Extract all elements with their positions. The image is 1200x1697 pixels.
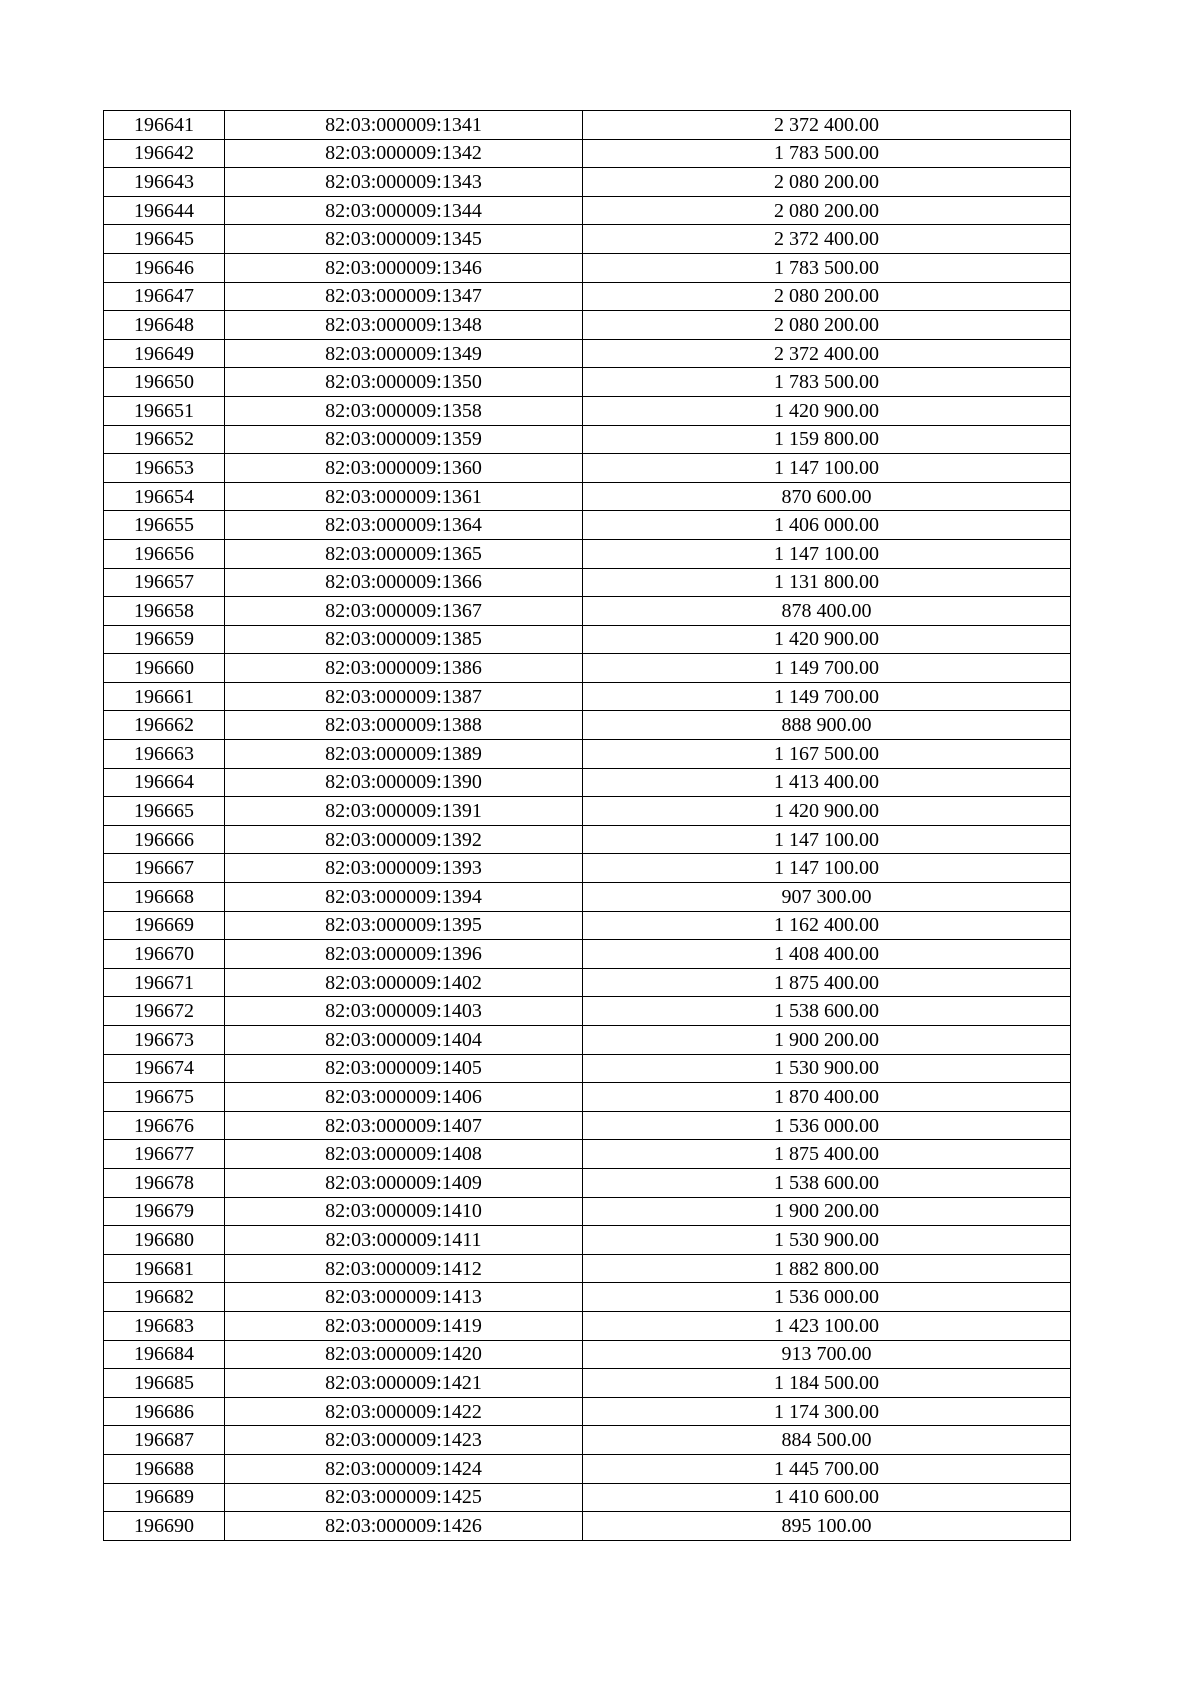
cadastral-value-cell: 1 882 800.00 bbox=[583, 1254, 1071, 1283]
table-row bbox=[104, 625, 1071, 654]
cadastral-number-cell: 82:03:000009:1421 bbox=[225, 1369, 583, 1398]
row-number-cell: 196682 bbox=[104, 1283, 225, 1312]
table-body bbox=[104, 111, 1071, 1541]
cadastral-value-cell: 1 870 400.00 bbox=[583, 1083, 1071, 1112]
cadastral-value-cell: 1 167 500.00 bbox=[583, 740, 1071, 769]
row-number-cell: 196655 bbox=[104, 511, 225, 540]
cadastral-value-cell: 1 420 900.00 bbox=[583, 625, 1071, 654]
cadastral-number-cell: 82:03:000009:1423 bbox=[225, 1426, 583, 1455]
cadastral-number-cell: 82:03:000009:1367 bbox=[225, 597, 583, 626]
table-row bbox=[104, 196, 1071, 225]
cadastral-number-cell: 82:03:000009:1391 bbox=[225, 797, 583, 826]
table-row bbox=[104, 740, 1071, 769]
row-number-cell: 196647 bbox=[104, 282, 225, 311]
row-number-cell: 196658 bbox=[104, 597, 225, 626]
row-number-cell: 196668 bbox=[104, 883, 225, 912]
cadastral-number-cell: 82:03:000009:1419 bbox=[225, 1311, 583, 1340]
cadastral-value-cell: 1 159 800.00 bbox=[583, 425, 1071, 454]
cadastral-number-cell: 82:03:000009:1402 bbox=[225, 968, 583, 997]
cadastral-value-cell: 1 420 900.00 bbox=[583, 797, 1071, 826]
cadastral-number-cell: 82:03:000009:1395 bbox=[225, 911, 583, 940]
row-number-cell: 196646 bbox=[104, 253, 225, 282]
row-number-cell: 196659 bbox=[104, 625, 225, 654]
cadastral-value-cell: 2 080 200.00 bbox=[583, 311, 1071, 340]
cadastral-number-cell: 82:03:000009:1392 bbox=[225, 825, 583, 854]
cadastral-value-cell: 1 184 500.00 bbox=[583, 1369, 1071, 1398]
row-number-cell: 196662 bbox=[104, 711, 225, 740]
table-row bbox=[104, 825, 1071, 854]
cadastral-value-cell: 1 900 200.00 bbox=[583, 1197, 1071, 1226]
cadastral-number-cell: 82:03:000009:1406 bbox=[225, 1083, 583, 1112]
table-row bbox=[104, 997, 1071, 1026]
row-number-cell: 196651 bbox=[104, 396, 225, 425]
table-row bbox=[104, 1426, 1071, 1455]
cadastral-value-cell: 888 900.00 bbox=[583, 711, 1071, 740]
row-number-cell: 196673 bbox=[104, 1026, 225, 1055]
cadastral-number-cell: 82:03:000009:1390 bbox=[225, 768, 583, 797]
table-row bbox=[104, 1054, 1071, 1083]
cadastral-value-cell: 1 149 700.00 bbox=[583, 682, 1071, 711]
cadastral-value-cell: 2 080 200.00 bbox=[583, 282, 1071, 311]
cadastral-number-cell: 82:03:000009:1387 bbox=[225, 682, 583, 711]
row-number-cell: 196644 bbox=[104, 196, 225, 225]
table-row bbox=[104, 711, 1071, 740]
cadastral-number-cell: 82:03:000009:1411 bbox=[225, 1226, 583, 1255]
row-number-cell: 196656 bbox=[104, 539, 225, 568]
cadastral-number-cell: 82:03:000009:1342 bbox=[225, 139, 583, 168]
row-number-cell: 196679 bbox=[104, 1197, 225, 1226]
cadastral-number-cell: 82:03:000009:1405 bbox=[225, 1054, 583, 1083]
row-number-cell: 196653 bbox=[104, 454, 225, 483]
cadastral-number-cell: 82:03:000009:1346 bbox=[225, 253, 583, 282]
cadastral-number-cell: 82:03:000009:1386 bbox=[225, 654, 583, 683]
cadastral-value-cell: 2 372 400.00 bbox=[583, 225, 1071, 254]
cadastral-value-cell: 1 900 200.00 bbox=[583, 1026, 1071, 1055]
row-number-cell: 196657 bbox=[104, 568, 225, 597]
row-number-cell: 196684 bbox=[104, 1340, 225, 1369]
table-row bbox=[104, 425, 1071, 454]
cadastral-number-cell: 82:03:000009:1426 bbox=[225, 1512, 583, 1541]
cadastral-value-cell: 1 783 500.00 bbox=[583, 139, 1071, 168]
cadastral-number-cell: 82:03:000009:1345 bbox=[225, 225, 583, 254]
table-row bbox=[104, 597, 1071, 626]
cadastral-value-cell: 1 530 900.00 bbox=[583, 1226, 1071, 1255]
cadastral-number-cell: 82:03:000009:1420 bbox=[225, 1340, 583, 1369]
row-number-cell: 196645 bbox=[104, 225, 225, 254]
table-row bbox=[104, 1226, 1071, 1255]
cadastral-value-cell: 1 420 900.00 bbox=[583, 396, 1071, 425]
cadastral-value-cell: 1 875 400.00 bbox=[583, 968, 1071, 997]
table-row bbox=[104, 1111, 1071, 1140]
cadastral-number-cell: 82:03:000009:1409 bbox=[225, 1168, 583, 1197]
row-number-cell: 196652 bbox=[104, 425, 225, 454]
table-row bbox=[104, 1311, 1071, 1340]
cadastral-value-cell: 1 410 600.00 bbox=[583, 1483, 1071, 1512]
table-row bbox=[104, 911, 1071, 940]
cadastral-number-cell: 82:03:000009:1410 bbox=[225, 1197, 583, 1226]
cadastral-number-cell: 82:03:000009:1425 bbox=[225, 1483, 583, 1512]
cadastral-value-cell: 870 600.00 bbox=[583, 482, 1071, 511]
row-number-cell: 196671 bbox=[104, 968, 225, 997]
row-number-cell: 196678 bbox=[104, 1168, 225, 1197]
cadastral-value-cell: 1 538 600.00 bbox=[583, 997, 1071, 1026]
cadastral-number-cell: 82:03:000009:1407 bbox=[225, 1111, 583, 1140]
cadastral-value-cell: 1 783 500.00 bbox=[583, 368, 1071, 397]
table-row bbox=[104, 1283, 1071, 1312]
cadastral-value-cell: 1 875 400.00 bbox=[583, 1140, 1071, 1169]
cadastral-number-cell: 82:03:000009:1424 bbox=[225, 1454, 583, 1483]
table-row bbox=[104, 253, 1071, 282]
cadastral-number-cell: 82:03:000009:1359 bbox=[225, 425, 583, 454]
row-number-cell: 196680 bbox=[104, 1226, 225, 1255]
table-row bbox=[104, 368, 1071, 397]
table-row bbox=[104, 1397, 1071, 1426]
table-row bbox=[104, 568, 1071, 597]
row-number-cell: 196685 bbox=[104, 1369, 225, 1398]
cadastral-value-cell: 884 500.00 bbox=[583, 1426, 1071, 1455]
table-row bbox=[104, 282, 1071, 311]
cadastral-number-cell: 82:03:000009:1396 bbox=[225, 940, 583, 969]
cadastral-number-cell: 82:03:000009:1358 bbox=[225, 396, 583, 425]
cadastral-value-cell: 1 536 000.00 bbox=[583, 1283, 1071, 1312]
cadastral-value-cell: 1 149 700.00 bbox=[583, 654, 1071, 683]
cadastral-number-cell: 82:03:000009:1350 bbox=[225, 368, 583, 397]
cadastral-value-cell: 1 408 400.00 bbox=[583, 940, 1071, 969]
row-number-cell: 196641 bbox=[104, 111, 225, 140]
cadastral-number-cell: 82:03:000009:1366 bbox=[225, 568, 583, 597]
row-number-cell: 196669 bbox=[104, 911, 225, 940]
row-number-cell: 196683 bbox=[104, 1311, 225, 1340]
cadastral-value-cell: 2 372 400.00 bbox=[583, 111, 1071, 140]
row-number-cell: 196687 bbox=[104, 1426, 225, 1455]
cadastral-number-cell: 82:03:000009:1394 bbox=[225, 883, 583, 912]
cadastral-number-cell: 82:03:000009:1360 bbox=[225, 454, 583, 483]
table-row bbox=[104, 682, 1071, 711]
table-row bbox=[104, 854, 1071, 883]
row-number-cell: 196675 bbox=[104, 1083, 225, 1112]
table-row bbox=[104, 1454, 1071, 1483]
cadastral-number-cell: 82:03:000009:1347 bbox=[225, 282, 583, 311]
cadastral-value-cell: 878 400.00 bbox=[583, 597, 1071, 626]
cadastral-value-table bbox=[103, 110, 1071, 1541]
table-row bbox=[104, 883, 1071, 912]
cadastral-number-cell: 82:03:000009:1341 bbox=[225, 111, 583, 140]
cadastral-number-cell: 82:03:000009:1403 bbox=[225, 997, 583, 1026]
table-row bbox=[104, 768, 1071, 797]
cadastral-number-cell: 82:03:000009:1404 bbox=[225, 1026, 583, 1055]
cadastral-number-cell: 82:03:000009:1361 bbox=[225, 482, 583, 511]
row-number-cell: 196688 bbox=[104, 1454, 225, 1483]
row-number-cell: 196686 bbox=[104, 1397, 225, 1426]
cadastral-value-cell: 1 423 100.00 bbox=[583, 1311, 1071, 1340]
cadastral-number-cell: 82:03:000009:1422 bbox=[225, 1397, 583, 1426]
table-row bbox=[104, 482, 1071, 511]
table-row bbox=[104, 1197, 1071, 1226]
cadastral-value-cell: 1 783 500.00 bbox=[583, 253, 1071, 282]
row-number-cell: 196689 bbox=[104, 1483, 225, 1512]
table-row bbox=[104, 1369, 1071, 1398]
row-number-cell: 196666 bbox=[104, 825, 225, 854]
table-row bbox=[104, 1512, 1071, 1541]
table-row bbox=[104, 111, 1071, 140]
cadastral-value-cell: 1 147 100.00 bbox=[583, 825, 1071, 854]
cadastral-value-cell: 913 700.00 bbox=[583, 1340, 1071, 1369]
table-row bbox=[104, 1168, 1071, 1197]
table-row bbox=[104, 1340, 1071, 1369]
cadastral-number-cell: 82:03:000009:1412 bbox=[225, 1254, 583, 1283]
table-row bbox=[104, 940, 1071, 969]
row-number-cell: 196650 bbox=[104, 368, 225, 397]
table-row bbox=[104, 1083, 1071, 1112]
table-row bbox=[104, 654, 1071, 683]
row-number-cell: 196676 bbox=[104, 1111, 225, 1140]
cadastral-number-cell: 82:03:000009:1343 bbox=[225, 168, 583, 197]
row-number-cell: 196677 bbox=[104, 1140, 225, 1169]
row-number-cell: 196660 bbox=[104, 654, 225, 683]
row-number-cell: 196665 bbox=[104, 797, 225, 826]
table-row bbox=[104, 454, 1071, 483]
cadastral-value-cell: 1 538 600.00 bbox=[583, 1168, 1071, 1197]
row-number-cell: 196643 bbox=[104, 168, 225, 197]
cadastral-number-cell: 82:03:000009:1364 bbox=[225, 511, 583, 540]
table-row bbox=[104, 1026, 1071, 1055]
table-row bbox=[104, 396, 1071, 425]
cadastral-number-cell: 82:03:000009:1365 bbox=[225, 539, 583, 568]
row-number-cell: 196690 bbox=[104, 1512, 225, 1541]
cadastral-number-cell: 82:03:000009:1349 bbox=[225, 339, 583, 368]
table-row bbox=[104, 797, 1071, 826]
row-number-cell: 196670 bbox=[104, 940, 225, 969]
table-row bbox=[104, 1254, 1071, 1283]
table-row bbox=[104, 139, 1071, 168]
table-row bbox=[104, 1483, 1071, 1512]
cadastral-value-cell: 1 147 100.00 bbox=[583, 539, 1071, 568]
cadastral-value-cell: 2 080 200.00 bbox=[583, 196, 1071, 225]
cadastral-number-cell: 82:03:000009:1344 bbox=[225, 196, 583, 225]
cadastral-number-cell: 82:03:000009:1388 bbox=[225, 711, 583, 740]
cadastral-number-cell: 82:03:000009:1413 bbox=[225, 1283, 583, 1312]
row-number-cell: 196663 bbox=[104, 740, 225, 769]
row-number-cell: 196649 bbox=[104, 339, 225, 368]
cadastral-number-cell: 82:03:000009:1408 bbox=[225, 1140, 583, 1169]
cadastral-value-cell: 1 536 000.00 bbox=[583, 1111, 1071, 1140]
cadastral-value-cell: 2 080 200.00 bbox=[583, 168, 1071, 197]
row-number-cell: 196672 bbox=[104, 997, 225, 1026]
cadastral-value-cell: 1 530 900.00 bbox=[583, 1054, 1071, 1083]
cadastral-value-cell: 1 147 100.00 bbox=[583, 854, 1071, 883]
cadastral-number-cell: 82:03:000009:1385 bbox=[225, 625, 583, 654]
cadastral-value-cell: 895 100.00 bbox=[583, 1512, 1071, 1541]
cadastral-value-cell: 907 300.00 bbox=[583, 883, 1071, 912]
table-row bbox=[104, 168, 1071, 197]
cadastral-value-cell: 1 147 100.00 bbox=[583, 454, 1071, 483]
table-row bbox=[104, 968, 1071, 997]
table-row bbox=[104, 511, 1071, 540]
table-row bbox=[104, 1140, 1071, 1169]
cadastral-value-cell: 1 162 400.00 bbox=[583, 911, 1071, 940]
cadastral-value-cell: 2 372 400.00 bbox=[583, 339, 1071, 368]
row-number-cell: 196642 bbox=[104, 139, 225, 168]
cadastral-number-cell: 82:03:000009:1393 bbox=[225, 854, 583, 883]
table-row bbox=[104, 311, 1071, 340]
row-number-cell: 196667 bbox=[104, 854, 225, 883]
table-row bbox=[104, 339, 1071, 368]
row-number-cell: 196681 bbox=[104, 1254, 225, 1283]
row-number-cell: 196661 bbox=[104, 682, 225, 711]
cadastral-value-cell: 1 406 000.00 bbox=[583, 511, 1071, 540]
cadastral-value-cell: 1 174 300.00 bbox=[583, 1397, 1071, 1426]
table-row bbox=[104, 539, 1071, 568]
cadastral-value-cell: 1 131 800.00 bbox=[583, 568, 1071, 597]
row-number-cell: 196674 bbox=[104, 1054, 225, 1083]
row-number-cell: 196654 bbox=[104, 482, 225, 511]
cadastral-number-cell: 82:03:000009:1348 bbox=[225, 311, 583, 340]
row-number-cell: 196648 bbox=[104, 311, 225, 340]
row-number-cell: 196664 bbox=[104, 768, 225, 797]
cadastral-value-cell: 1 445 700.00 bbox=[583, 1454, 1071, 1483]
cadastral-number-cell: 82:03:000009:1389 bbox=[225, 740, 583, 769]
cadastral-value-cell: 1 413 400.00 bbox=[583, 768, 1071, 797]
table-row bbox=[104, 225, 1071, 254]
